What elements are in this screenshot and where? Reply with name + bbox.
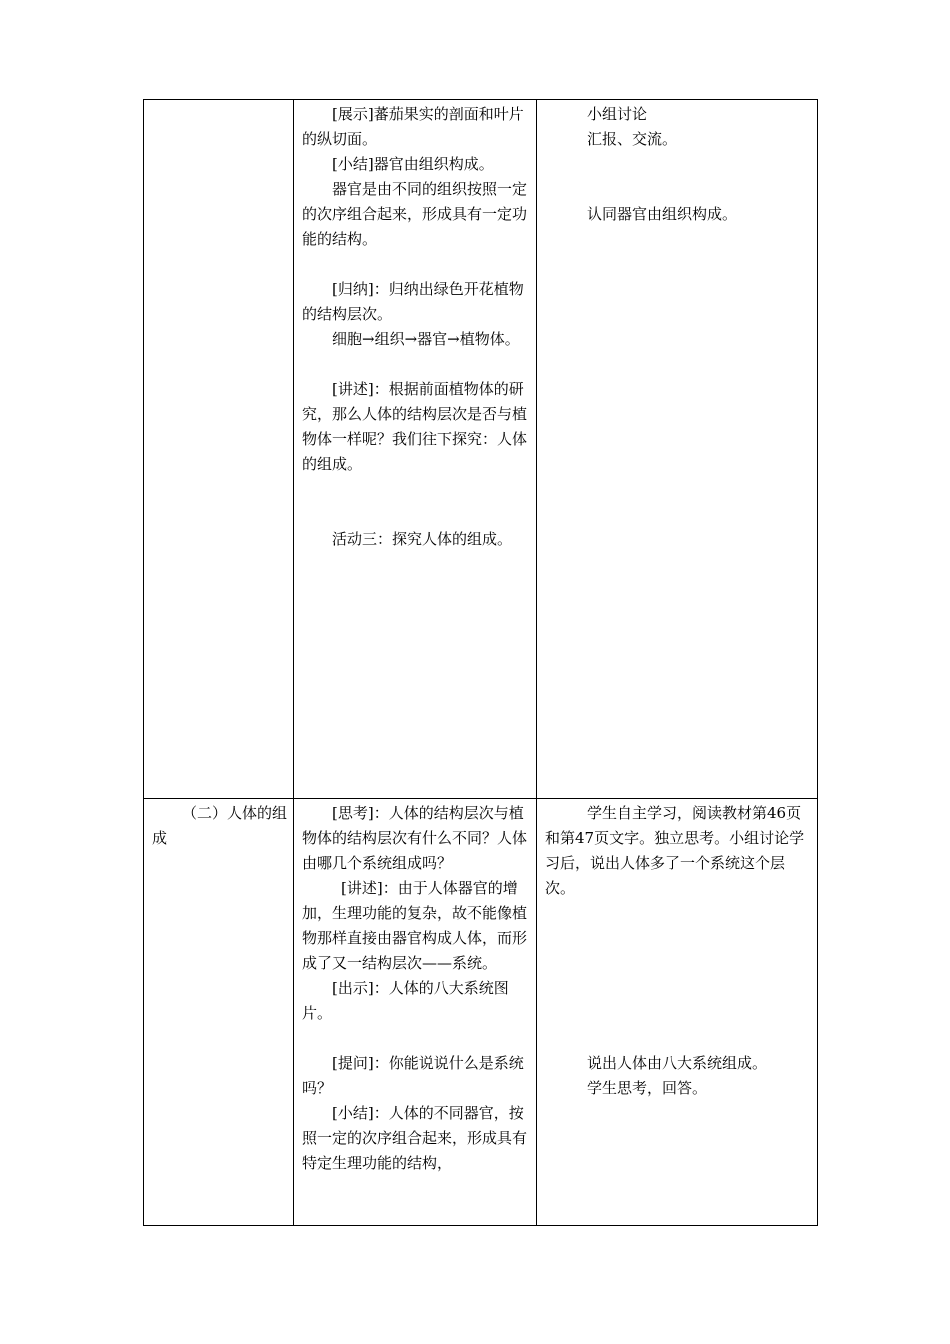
teacher-paragraph: [讲述]：由于人体器官的增加，生理功能的复杂，故不能像植物那样直接由器官构成人体，而形成了又一结构层次——系统。 — [302, 879, 528, 972]
teacher-paragraph: [出示]：人体的八大系统图片。 — [302, 979, 509, 1022]
student-paragraph: 学生思考，回答。 — [587, 1079, 708, 1097]
table-row — [144, 799, 818, 1226]
topic-text: （二）人体的组成 — [152, 804, 288, 847]
student-paragraph: 认同器官由组织构成。 — [587, 205, 738, 223]
student-paragraph: 说出人体由八大系统组成。 — [587, 1054, 768, 1072]
topic-cell — [144, 799, 294, 1226]
student-paragraph: 小组讨论 — [587, 105, 648, 123]
teacher-paragraph: 细胞→组织→器官→植物体。 — [332, 330, 520, 348]
teacher-activity-cell — [294, 799, 537, 1226]
teacher-paragraph: [展示]蕃茄果实的剖面和叶片的纵切面。 — [302, 105, 524, 148]
lesson-plan-table — [143, 99, 818, 1226]
teacher-paragraph: [小结]：人体的不同器官，按照一定的次序组合起来，形成具有特定生理功能的结构， — [302, 1104, 528, 1172]
teacher-paragraph: [思考]：人体的结构层次与植物体的结构层次有什么不同？人体由哪几个系统组成吗？ — [302, 804, 528, 872]
teacher-paragraph: [讲述]：根据前面植物体的研究，那么人体的结构层次是否与植物体一样呢？我们往下探究：人体的组成。 — [302, 380, 528, 473]
student-paragraph: 学生自主学习，阅读教材第46页和第47页文字。独立思考。小组讨论学习后，说出人体多了一个系统这个层次。 — [545, 804, 805, 897]
topic-cell — [144, 100, 294, 799]
teacher-paragraph: [小结]器官由组织构成。 — [332, 155, 494, 173]
teacher-paragraph: 活动三：探究人体的组成。 — [332, 530, 513, 548]
student-activity-cell — [537, 799, 818, 1226]
student-paragraph: 汇报、交流。 — [587, 130, 678, 148]
teacher-paragraph: [归纳]：归纳出绿色开花植物的结构层次。 — [302, 280, 524, 323]
teacher-activity-cell — [294, 100, 537, 799]
teacher-paragraph: [提问]：你能说说什么是系统吗？ — [302, 1054, 524, 1097]
student-activity-cell — [537, 100, 818, 799]
table-row — [144, 100, 818, 799]
teacher-paragraph: 器官是由不同的组织按照一定的次序组合起来，形成具有一定功能的结构。 — [302, 180, 528, 248]
